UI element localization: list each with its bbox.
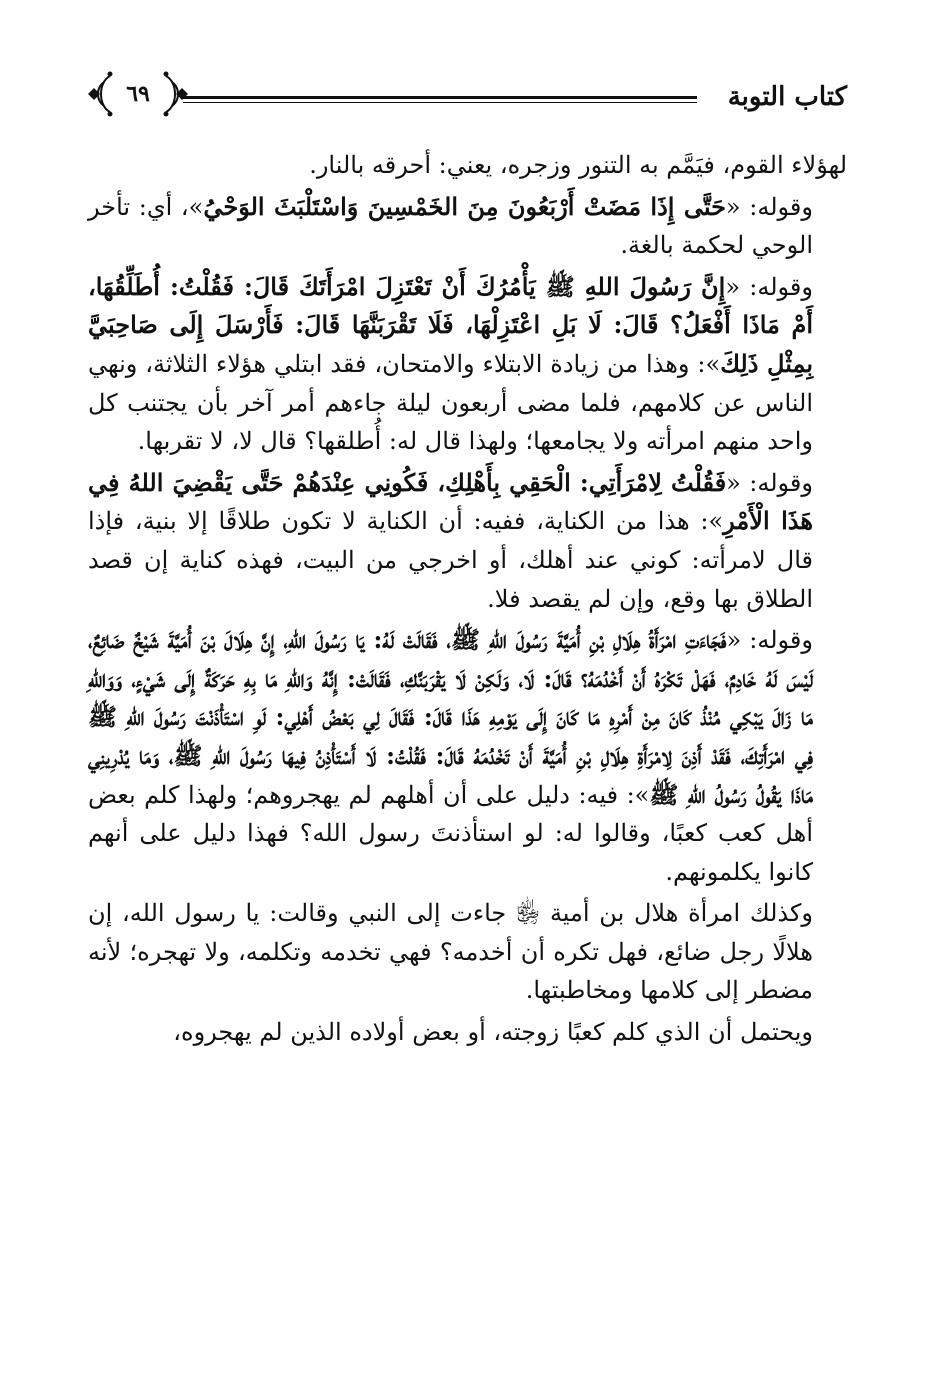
body-text <box>88 146 847 1052</box>
page-header <box>88 52 847 142</box>
hadith-quote: فَقُلْتُ لِامْرَأَتِي: الْحَقِي بِأَهْلِكِ، فَكُونِي عِنْدَهُمْ حَتَّى يَقْضِيَ اللهُ فِي هَذَا الْأَمْرِ <box>88 467 813 536</box>
hadith-quote: إِنَّ رَسُولَ اللهِ ﷺ يَأْمُرُكَ أَنْ تَعْتَزِلَ امْرَأَتَكَ قَالَ: فَقُلْتُ: أُطَلِّقُهَا، أَمْ مَاذَا أَفْعَلُ؟ قَالَ: لَا بَلِ اعْتَزِلْهَا، فَلَا تَقْرَبَنَّهَا قَالَ: فَأَرْسَلَ إِلَى صَاحِبَيَّ بِمِثْلِ ذَلِكَ <box>88 271 814 378</box>
paragraph <box>88 1013 847 1052</box>
paragraph <box>88 188 847 265</box>
commentary-text: »، أي: تأخر الوحي لحكمة بالغة. <box>88 192 813 260</box>
paragraph <box>88 146 847 185</box>
commentary-text: وكذلك امرأة هلال بن أمية ﵂ جاءت إلى النبي وقالت: يا رسول الله، إن هلالًا رجل ضائع، فهل تكره أن أخدمه؟ فهي تخدمه وتكلمه، ولا تهجره؛ لأنه مضطر إلى كلامها ومخاطبتها. <box>88 899 813 1005</box>
commentary-text: وقوله: « <box>725 272 813 301</box>
paragraph <box>88 464 847 618</box>
commentary-text: وقوله: « <box>726 626 813 655</box>
hadith-quote: حَتَّى إِذَا مَضَتْ أَرْبَعُونَ مِنَ الخَمْسِينَ وَاسْتَلْبَثَ الوَحْيُ <box>203 191 726 221</box>
page-number: ٦٩ <box>126 81 150 107</box>
paragraph <box>88 894 847 1010</box>
header-rule <box>183 96 697 99</box>
commentary-text: وقوله: « <box>726 468 813 497</box>
commentary-text: ويحتمل أن الذي كلم كعبًا زوجته، أو بعض أولاده الذين لم يهجروه، <box>173 1018 813 1047</box>
paragraph <box>88 621 847 891</box>
page-number-badge <box>88 68 188 120</box>
commentary-text: »: هذا من الكناية، ففيه: أن الكناية لا تكون طلاقًا إلا بنية، فإذا قال لامرأته: كوني عند أهلك، أو اخرجي من البيت، فهذه كناية إن قصد الطلاق بها وقع، وإن لم يقصد فلا. <box>88 507 813 613</box>
book-title: كتاب التوبة <box>727 82 847 112</box>
paragraph <box>88 268 847 461</box>
commentary-text: »: فيه: دليل على أن أهلهم لم يهجروهم؛ ولهذا كلم بعض أهل كعب كعبًا، وقالوا له: لو استأذنتَ رسول الله؟ فهذا دليل على أنهم كانوا يكلمونهم. <box>88 780 813 886</box>
commentary-text: »: وهذا من زيادة الابتلاء والامتحان، فقد ابتلي هؤلاء الثلاثة، ونهي الناس عن كلامهم، فلما مضى أربعون ليلة جاءهم أمر آخر بأن يجتنب كل واحد منهم امرأته ولا يجامعها؛ ولهذا قال له: أُطلقها؟ قال لا، لا تقربها. <box>88 349 813 456</box>
hadith-quote: فَجَاءَتِ امْرَأَةُ هِلَالِ بْنِ أُمَيَّةَ رَسُولَ اللهِ ﷺ، فَقَالَتْ لَهُ: يَا رَسُولَ اللهِ، إِنَّ هِلَالَ بْنَ أُمَيَّةَ شَيْخٌ ضَائِعٌ، لَيْسَ لَهُ خَادِمٌ، فَهَلْ تَكْرَهُ أَنْ أَخْدُمَهُ؟ قَالَ: لَا، وَلَكِنْ لَا يَقْرَبَنَّكِ، فَقَالَتْ: إِنَّهُ وَاللهِ مَا بِهِ حَرَكَةٌ إِلَى شَيْءٍ، وَوَاللهِ مَا زَالَ يَبْكِي مُنْذُ كَانَ مِنْ أَمْرِهِ مَا كَانَ إِلَى يَوْمِهِ هَذَا قَالَ: فَقَالَ لِي بَعْضُ أَهْلِي: لَوِ اسْتَأْذَنْتَ رَسُولَ اللهِ ﷺ فِي امْرَأَتِكَ، فَقَدْ أَذِنَ لِامْرَأَةِ هِلَالِ بْنِ أُمَيَّةَ أَنْ تَخْدُمَهُ قَالَ: فَقُلْتُ: لَا أَسْتَأْذِنُ فِيهَا رَسُولَ اللهِ ﷺ، وَمَا يُدْرِينِي مَاذَا يَقُولُ رَسُولُ اللهِ ﷺ <box>88 625 814 809</box>
commentary-text: لهؤلاء القوم، فيَمَّم به التنور وزجره، يعني: أحرقه بالنار. <box>309 151 847 179</box>
commentary-text: وقوله: « <box>725 192 813 221</box>
